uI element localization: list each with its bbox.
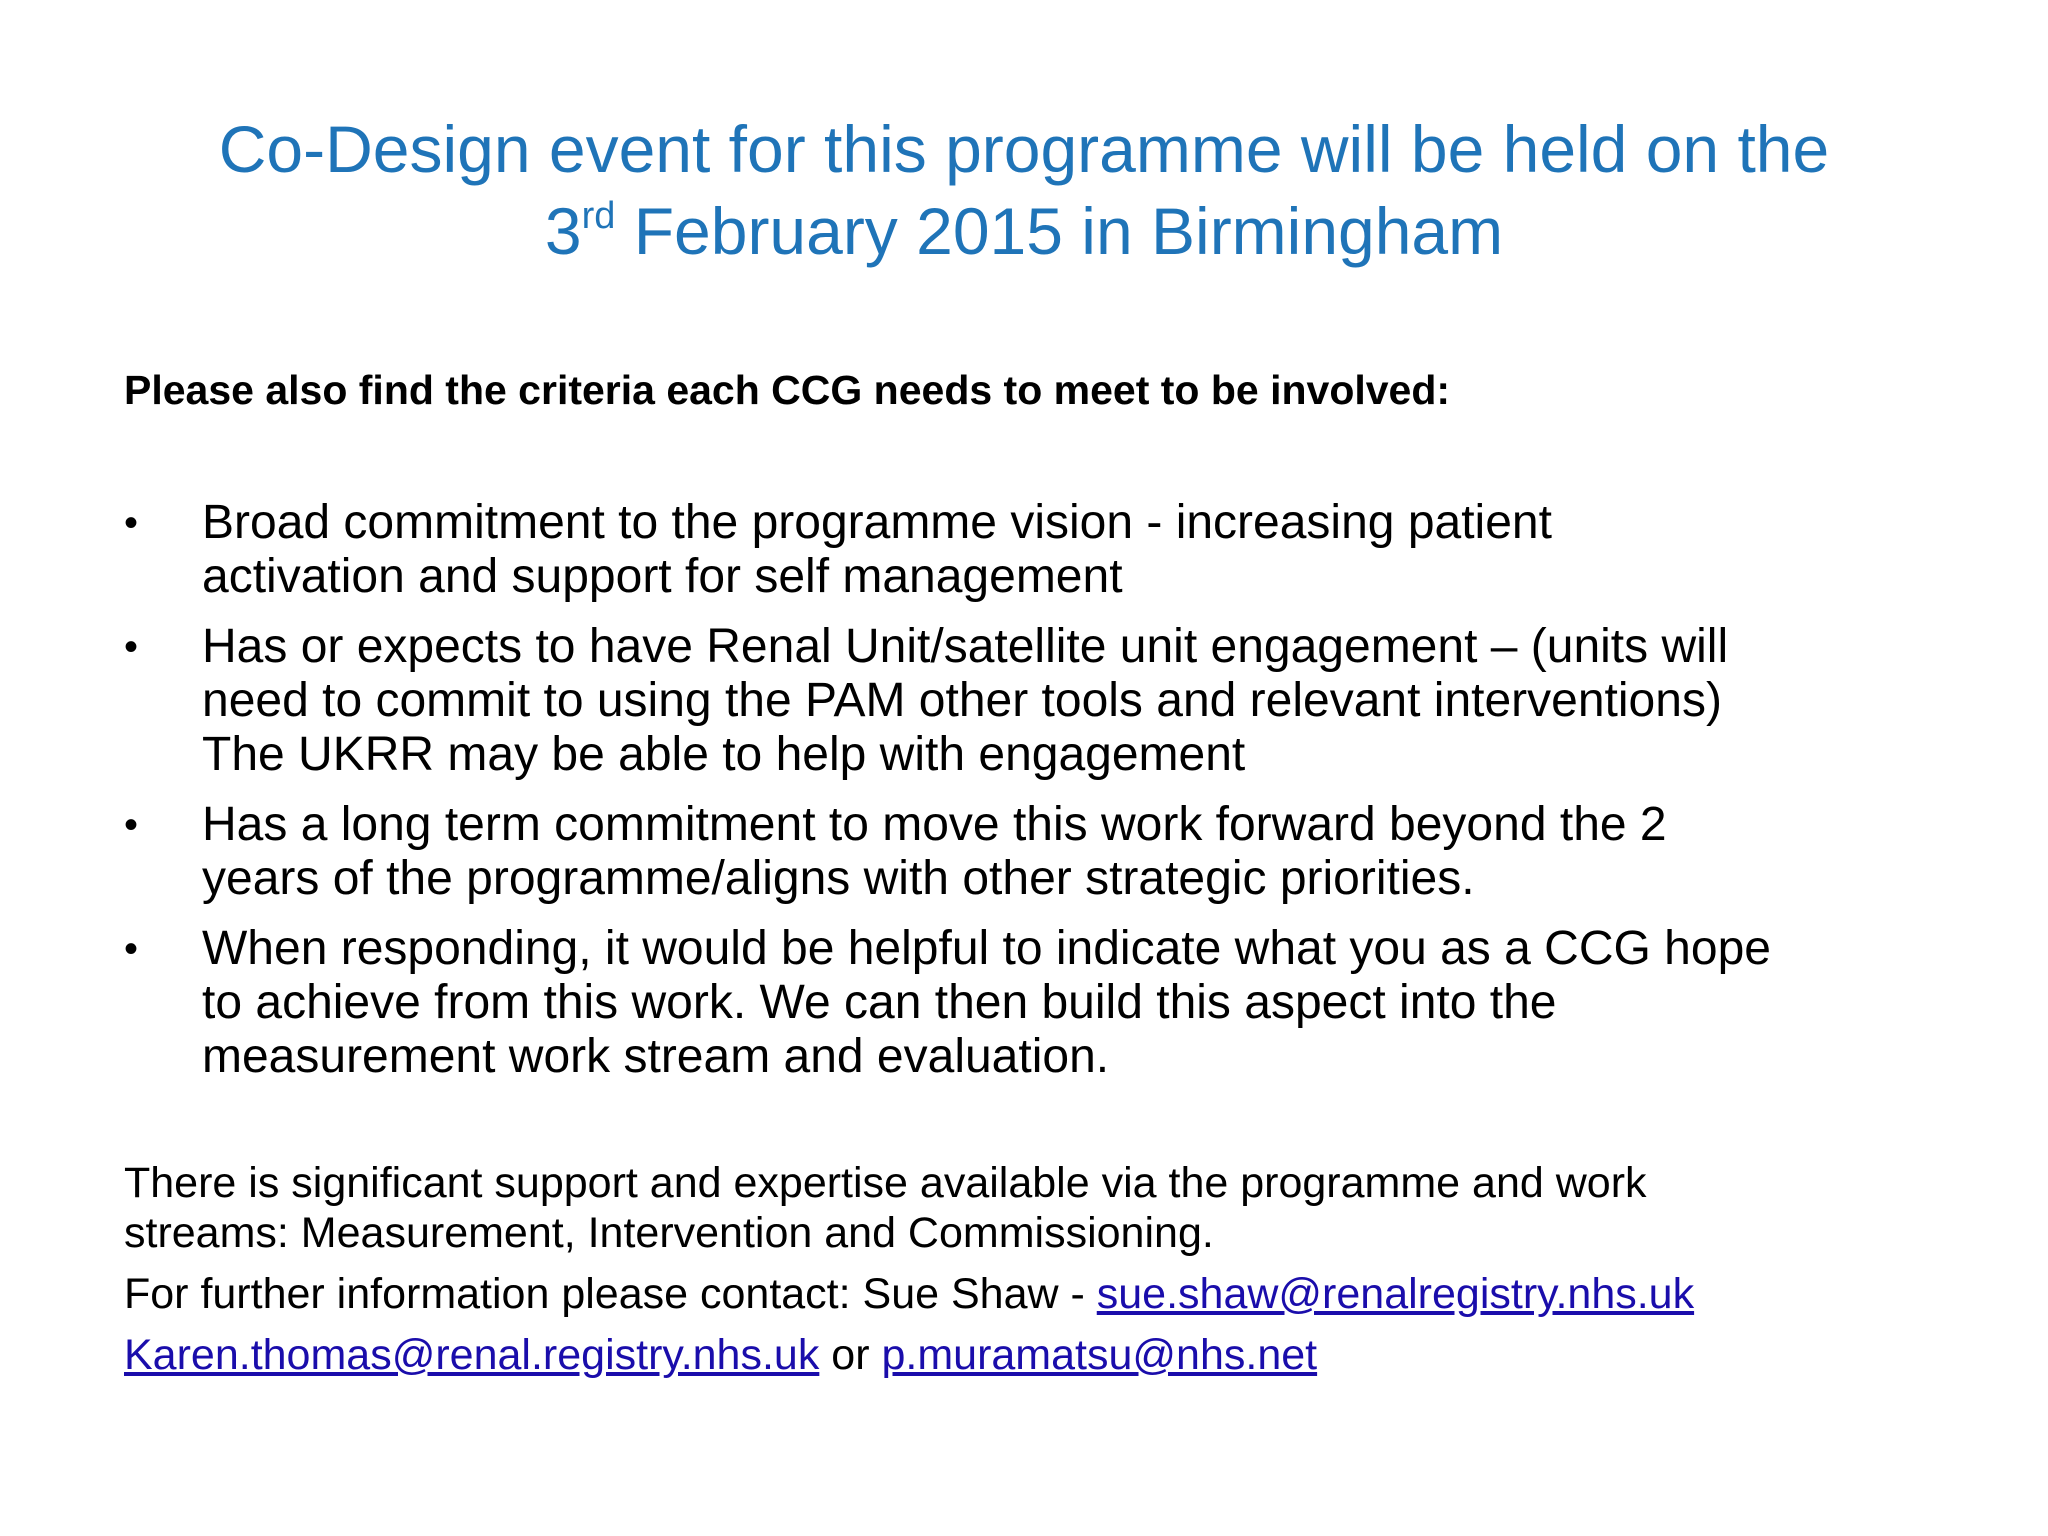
criteria-item-line: years of the programme/aligns with other strategic priorities. [202, 852, 1475, 905]
bullet-point: • [124, 501, 139, 545]
support-line-1: There is significant support and expertise available via the programme and work [124, 1159, 1647, 1207]
criteria-item-line: measurement work stream and evaluation. [202, 1030, 1110, 1083]
slide-title [80, 108, 1968, 272]
criteria-item-responding [124, 922, 1984, 1084]
criteria-item-line: When responding, it would be helpful to indicate what you as a CCG hope [202, 922, 1771, 975]
email-link-sue-shaw[interactable]: sue.shaw@renalregistry.nhs.uk [1096, 1270, 1695, 1318]
contact-prefix: For further information please contact: Sue Shaw - [124, 1270, 1097, 1318]
support-paragraph [124, 1158, 1647, 1258]
contact-line-2 [124, 1330, 1317, 1380]
criteria-item-renal-unit [124, 620, 1984, 782]
criteria-item-commitment [124, 496, 1984, 604]
slide-title-line-2 [80, 190, 1968, 272]
criteria-intro: Please also find the criteria each CCG needs to meet to be involved: [124, 367, 1451, 413]
bullet-point: • [124, 803, 139, 847]
slide-title-line-1: Co-Design event for this programme will be held on the [218, 112, 1830, 186]
criteria-item-long-term [124, 798, 1984, 906]
bullet-point: • [124, 625, 139, 669]
criteria-item-line: Has a long term commitment to move this work forward beyond the 2 [202, 798, 1667, 851]
title-day: 3 [544, 194, 582, 268]
criteria-item-line: need to commit to using the PAM other tools and relevant interventions) [202, 674, 1722, 727]
criteria-item-line: Broad commitment to the programme vision - increasing patient [202, 496, 1552, 549]
criteria-item-line: to achieve from this work. We can then build this aspect into the [202, 976, 1557, 1029]
bullet-point: • [124, 927, 139, 971]
email-link-muramatsu[interactable]: p.muramatsu@nhs.net [881, 1331, 1318, 1379]
support-line-2: streams: Measurement, Intervention and Commissioning. [124, 1209, 1214, 1257]
title-date-rest: February 2015 in Birmingham [615, 194, 1504, 268]
criteria-item-line: Has or expects to have Renal Unit/satellite unit engagement – (units will [202, 620, 1729, 673]
criteria-item-line: The UKRR may be able to help with engagement [202, 728, 1246, 781]
criteria-list [124, 496, 1984, 1100]
contact-separator: or [819, 1331, 882, 1379]
contact-line-1 [124, 1269, 1694, 1319]
email-link-karen-thomas[interactable]: Karen.thomas@renal.registry.nhs.uk [124, 1331, 820, 1379]
criteria-item-line: activation and support for self management [202, 550, 1123, 603]
title-day-suffix: rd [581, 195, 616, 237]
